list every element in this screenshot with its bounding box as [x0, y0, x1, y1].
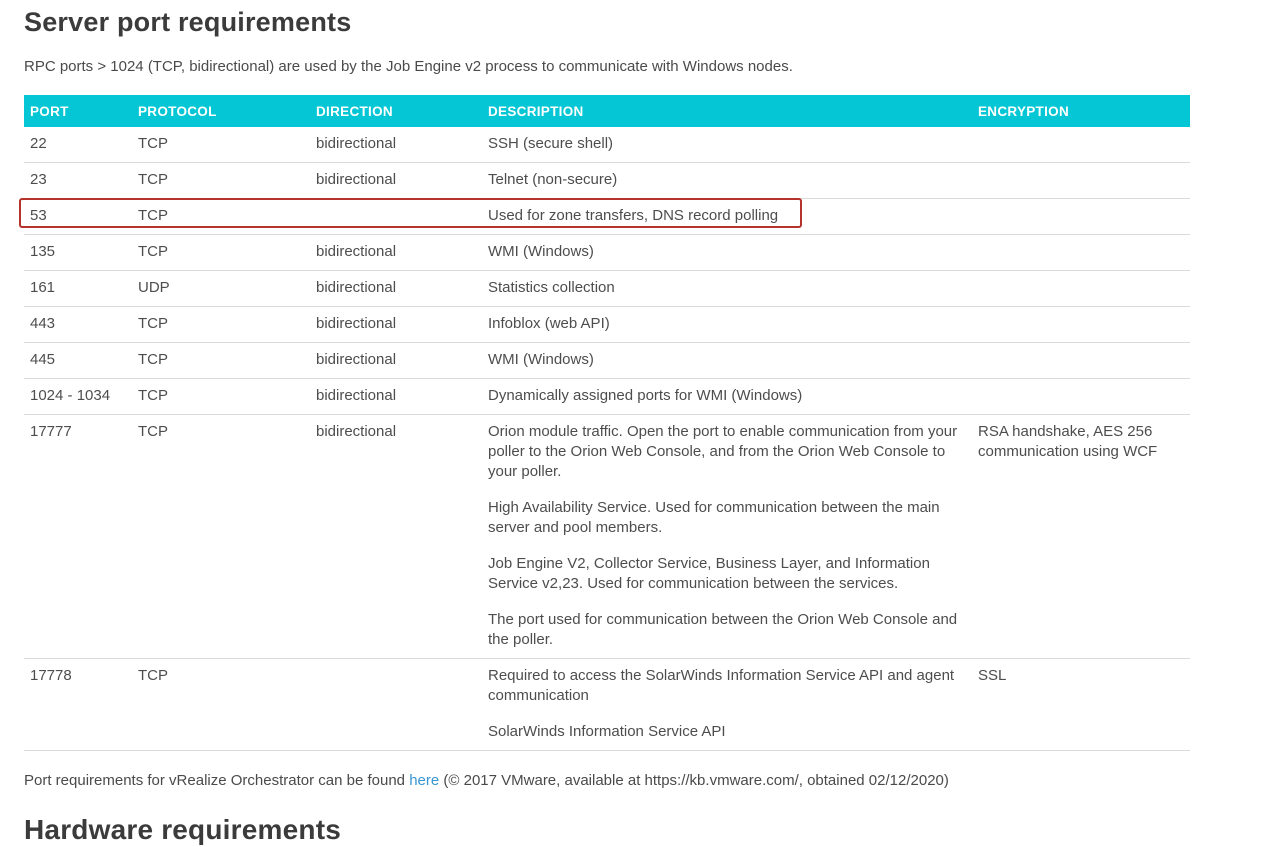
table-row [24, 199, 1190, 235]
description-cell [482, 163, 972, 199]
table-header [24, 95, 1190, 127]
port-cell: 161 [24, 271, 132, 307]
direction-cell [310, 659, 482, 751]
description-paragraph: WMI (Windows) [488, 243, 594, 260]
protocol-cell: TCP [132, 235, 310, 271]
direction-cell: bidirectional [310, 271, 482, 307]
protocol-cell: TCP [132, 127, 310, 163]
port-cell: 53 [24, 199, 132, 235]
protocol-cell: UDP [132, 271, 310, 307]
encryption-cell [972, 199, 1190, 235]
port-table-body [24, 127, 1190, 751]
port-cell: 23 [24, 163, 132, 199]
direction-cell: bidirectional [310, 379, 482, 415]
port-cell: 17778 [24, 659, 132, 751]
description-cell [482, 271, 972, 307]
footnote-after-link: (© 2017 VMware, available at https://kb.vmware.com/, obtained 02/12/2020) [439, 772, 949, 789]
port-cell: 443 [24, 307, 132, 343]
column-header-direction: DIRECTION [310, 95, 482, 127]
table-row [24, 163, 1190, 199]
protocol-cell: TCP [132, 415, 310, 659]
direction-cell: bidirectional [310, 163, 482, 199]
description-cell [482, 343, 972, 379]
table-row [24, 127, 1190, 163]
description-cell [482, 199, 972, 235]
encryption-cell [972, 307, 1190, 343]
description-paragraph: Statistics collection [488, 279, 615, 296]
table-row [24, 379, 1190, 415]
description-paragraph: Telnet (non-secure) [488, 171, 618, 188]
encryption-cell [972, 271, 1190, 307]
column-header-protocol: PROTOCOL [132, 95, 310, 127]
direction-cell: bidirectional [310, 127, 482, 163]
table-row [24, 415, 1190, 659]
table-row [24, 271, 1190, 307]
description-paragraph: The port used for communication between the Orion Web Console and the poller. [488, 611, 958, 648]
protocol-cell: TCP [132, 163, 310, 199]
description-paragraph: High Availability Service. Used for communication between the main server and pool members. [488, 499, 940, 536]
description-cell [482, 307, 972, 343]
table-row [24, 343, 1190, 379]
description-paragraph: Dynamically assigned ports for WMI (Windows) [488, 387, 803, 404]
description-cell [482, 127, 972, 163]
table-row [24, 235, 1190, 271]
description-paragraph: Job Engine V2, Collector Service, Business Layer, and Information Service v2,23. Used for communication between the services. [488, 555, 930, 592]
protocol-cell: TCP [132, 659, 310, 751]
footnote-text [24, 771, 1190, 791]
protocol-cell: TCP [132, 343, 310, 379]
encryption-cell [972, 343, 1190, 379]
direction-cell: bidirectional [310, 415, 482, 659]
encryption-cell [972, 127, 1190, 163]
description-paragraph: Used for zone transfers, DNS record polling [488, 207, 779, 224]
description-paragraph: Required to access the SolarWinds Information Service API and agent communication [488, 667, 955, 704]
footnote-before-link: Port requirements for vRealize Orchestrator can be found [24, 772, 410, 789]
port-cell: 1024 - 1034 [24, 379, 132, 415]
description-paragraph: Orion module traffic. Open the port to enable communication from your poller to the Orion Web Console, and from the Orion Web Console to your poller. [488, 423, 958, 480]
description-cell [482, 235, 972, 271]
next-section-title: Hardware requirements [24, 814, 341, 845]
direction-cell: bidirectional [310, 235, 482, 271]
direction-cell: bidirectional [310, 307, 482, 343]
description-paragraph: Infoblox (web API) [488, 315, 610, 332]
description-cell [482, 379, 972, 415]
intro-text: RPC ports > 1024 (TCP, bidirectional) are used by the Job Engine v2 process to communicate with Windows nodes. [24, 58, 793, 75]
port-requirements-table [24, 95, 1190, 751]
description-cell [482, 659, 972, 751]
encryption-cell: SSL [972, 659, 1190, 751]
protocol-cell: TCP [132, 379, 310, 415]
description-paragraph: WMI (Windows) [488, 351, 594, 368]
column-header-port: PORT [24, 95, 132, 127]
description-paragraph: SSH (secure shell) [488, 135, 614, 152]
direction-cell [310, 199, 482, 235]
port-cell: 22 [24, 127, 132, 163]
description-paragraph: SolarWinds Information Service API [488, 723, 726, 740]
protocol-cell: TCP [132, 199, 310, 235]
port-cell: 445 [24, 343, 132, 379]
port-cell: 17777 [24, 415, 132, 659]
column-header-description: DESCRIPTION [482, 95, 972, 127]
protocol-cell: TCP [132, 307, 310, 343]
encryption-cell [972, 235, 1190, 271]
vmware-kb-link[interactable]: here [409, 772, 440, 789]
encryption-cell [972, 379, 1190, 415]
encryption-cell [972, 163, 1190, 199]
direction-cell: bidirectional [310, 343, 482, 379]
column-header-encryption: ENCRYPTION [972, 95, 1190, 127]
table-row [24, 659, 1190, 751]
description-cell [482, 415, 972, 659]
port-cell: 135 [24, 235, 132, 271]
page-title: Server port requirements [24, 7, 352, 37]
table-row [24, 307, 1190, 343]
encryption-cell: RSA handshake, AES 256 communication using WCF [972, 415, 1190, 659]
